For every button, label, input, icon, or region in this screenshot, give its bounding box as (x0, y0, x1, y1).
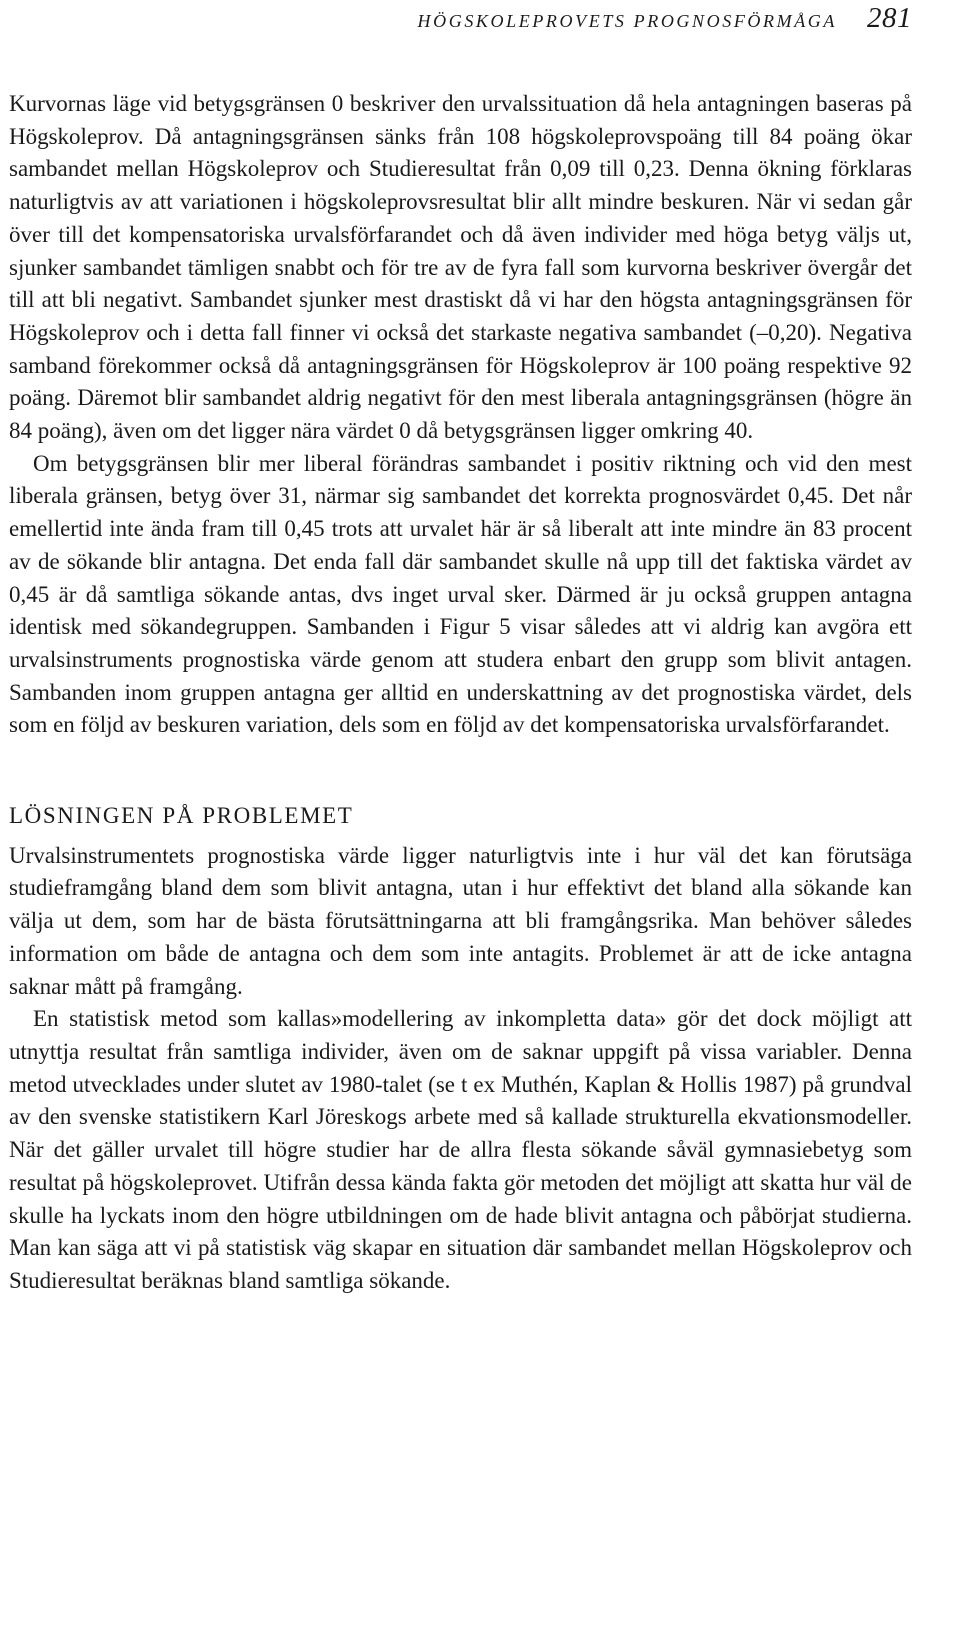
body-paragraph-4: En statistisk metod som kallas»modellering av inkompletta data» gör det dock möjligt att utnyttja resultat från samtliga individer, även om de saknar uppgift på vissa variabler. Denna metod utvecklades under slutet av 1980-talet (se t ex Muthén, Kaplan & Hollis 1987) på grundval av den svenske statistikern Karl Jöreskogs arbete med så kallade strukturella ekvationsmodeller. När det gäller urvalet till högre studier har de allra flesta sökande såväl gymnasiebetyg som resultat på högskoleprovet. Utifrån dessa kända fakta gör metoden det möjligt att skatta hur väl de skulle ha lyckats inom den högre utbildningen om de hade blivit antagna och påbörjat studierna. Man kan säga att vi på statistisk väg skapar en situation där sambandet mellan Högskoleprov och Studieresultat beräknas bland samtliga sökande. (9, 1006, 912, 1293)
running-title: HÖGSKOLEPROVETS PROGNOSFÖRMÅGA (417, 11, 837, 31)
section-heading: LÖSNINGEN PÅ PROBLEMET (9, 803, 354, 829)
body-paragraph-1: Kurvornas läge vid betygsgränsen 0 beskriver den urvalssituation då hela antagningen baseras på Högskoleprov. Då antagningsgränsen sänks från 108 högskoleprovspoäng till 84 poäng ökar sambandet mellan Högskoleprov och Studieresultat från 0,09 till 0,23. Denna ökning förklaras naturligtvis av att variationen i högskoleprovsresultat blir allt mindre beskuren. När vi sedan går över till det kompensatoriska urvalsförfarandet och då även individer med höga betyg väljs ut, sjunker sambandet tämligen snabbt och för tre av de fyra fall som kurvorna beskriver övergår det till att bli negativt. Sambandet sjunker mest drastiskt då vi har den högsta antagningsgränsen för Högskoleprov och i detta fall finner vi också det starkaste negativa sambandet (–0,20). Negativa samband förekommer också då antagningsgränsen för Högskoleprov är 100 poäng respektive 92 poäng. Däremot blir sambandet aldrig negativt för den mest liberala antagningsgränsen (högre än 84 poäng), även om det ligger nära värdet 0 då betygsgränsen ligger omkring 40. (9, 91, 912, 444)
running-head (9, 0, 912, 44)
heading-spacer (9, 833, 912, 840)
body-paragraph-3: Urvalsinstrumentets prognostiska värde ligger naturligtvis inte i hur väl det kan förutsäga studieframgång bland dem som blivit antagna, utan i hur effektivt det bland alla sökande kan välja ut dem, som har de bästa förutsättningarna att bli framgångsrika. Man behöver således information om både de antagna och dem som inte antagits. Problemet är att de icke antagna saknar mått på framgång. (9, 842, 912, 999)
header-spacer (9, 44, 912, 88)
section-spacer (9, 742, 912, 800)
body-paragraph-2: Om betygsgränsen blir mer liberal förändras sambandet i positiv riktning och vid den mest liberala gränsen, betyg över 31, närmar sig sambandet det korrekta prognosvärdet 0,45. Det når emellertid inte ända fram till 0,45 trots att urvalet här är så liberalt att inte mindre än 83 procent av de sökande blir antagna. Det enda fall där sambandet skulle nå upp till det faktiska värdet av 0,45 är då samtliga sökande antas, dvs inget urval sker. Därmed är ju också gruppen antagna identisk med sökandegruppen. Sambanden i Figur 5 visar således att vi aldrig kan avgöra ett urvalsinstruments prognostiska värde genom att studera enbart den grupp som blivit antagen. Sambanden inom gruppen antagna ger alltid en underskattning av det prognostiska värdet, dels som en följd av beskuren variation, dels som en följd av det kompensatoriska urvalsförfarandet. (9, 450, 912, 738)
page-number: 281 (867, 2, 912, 34)
